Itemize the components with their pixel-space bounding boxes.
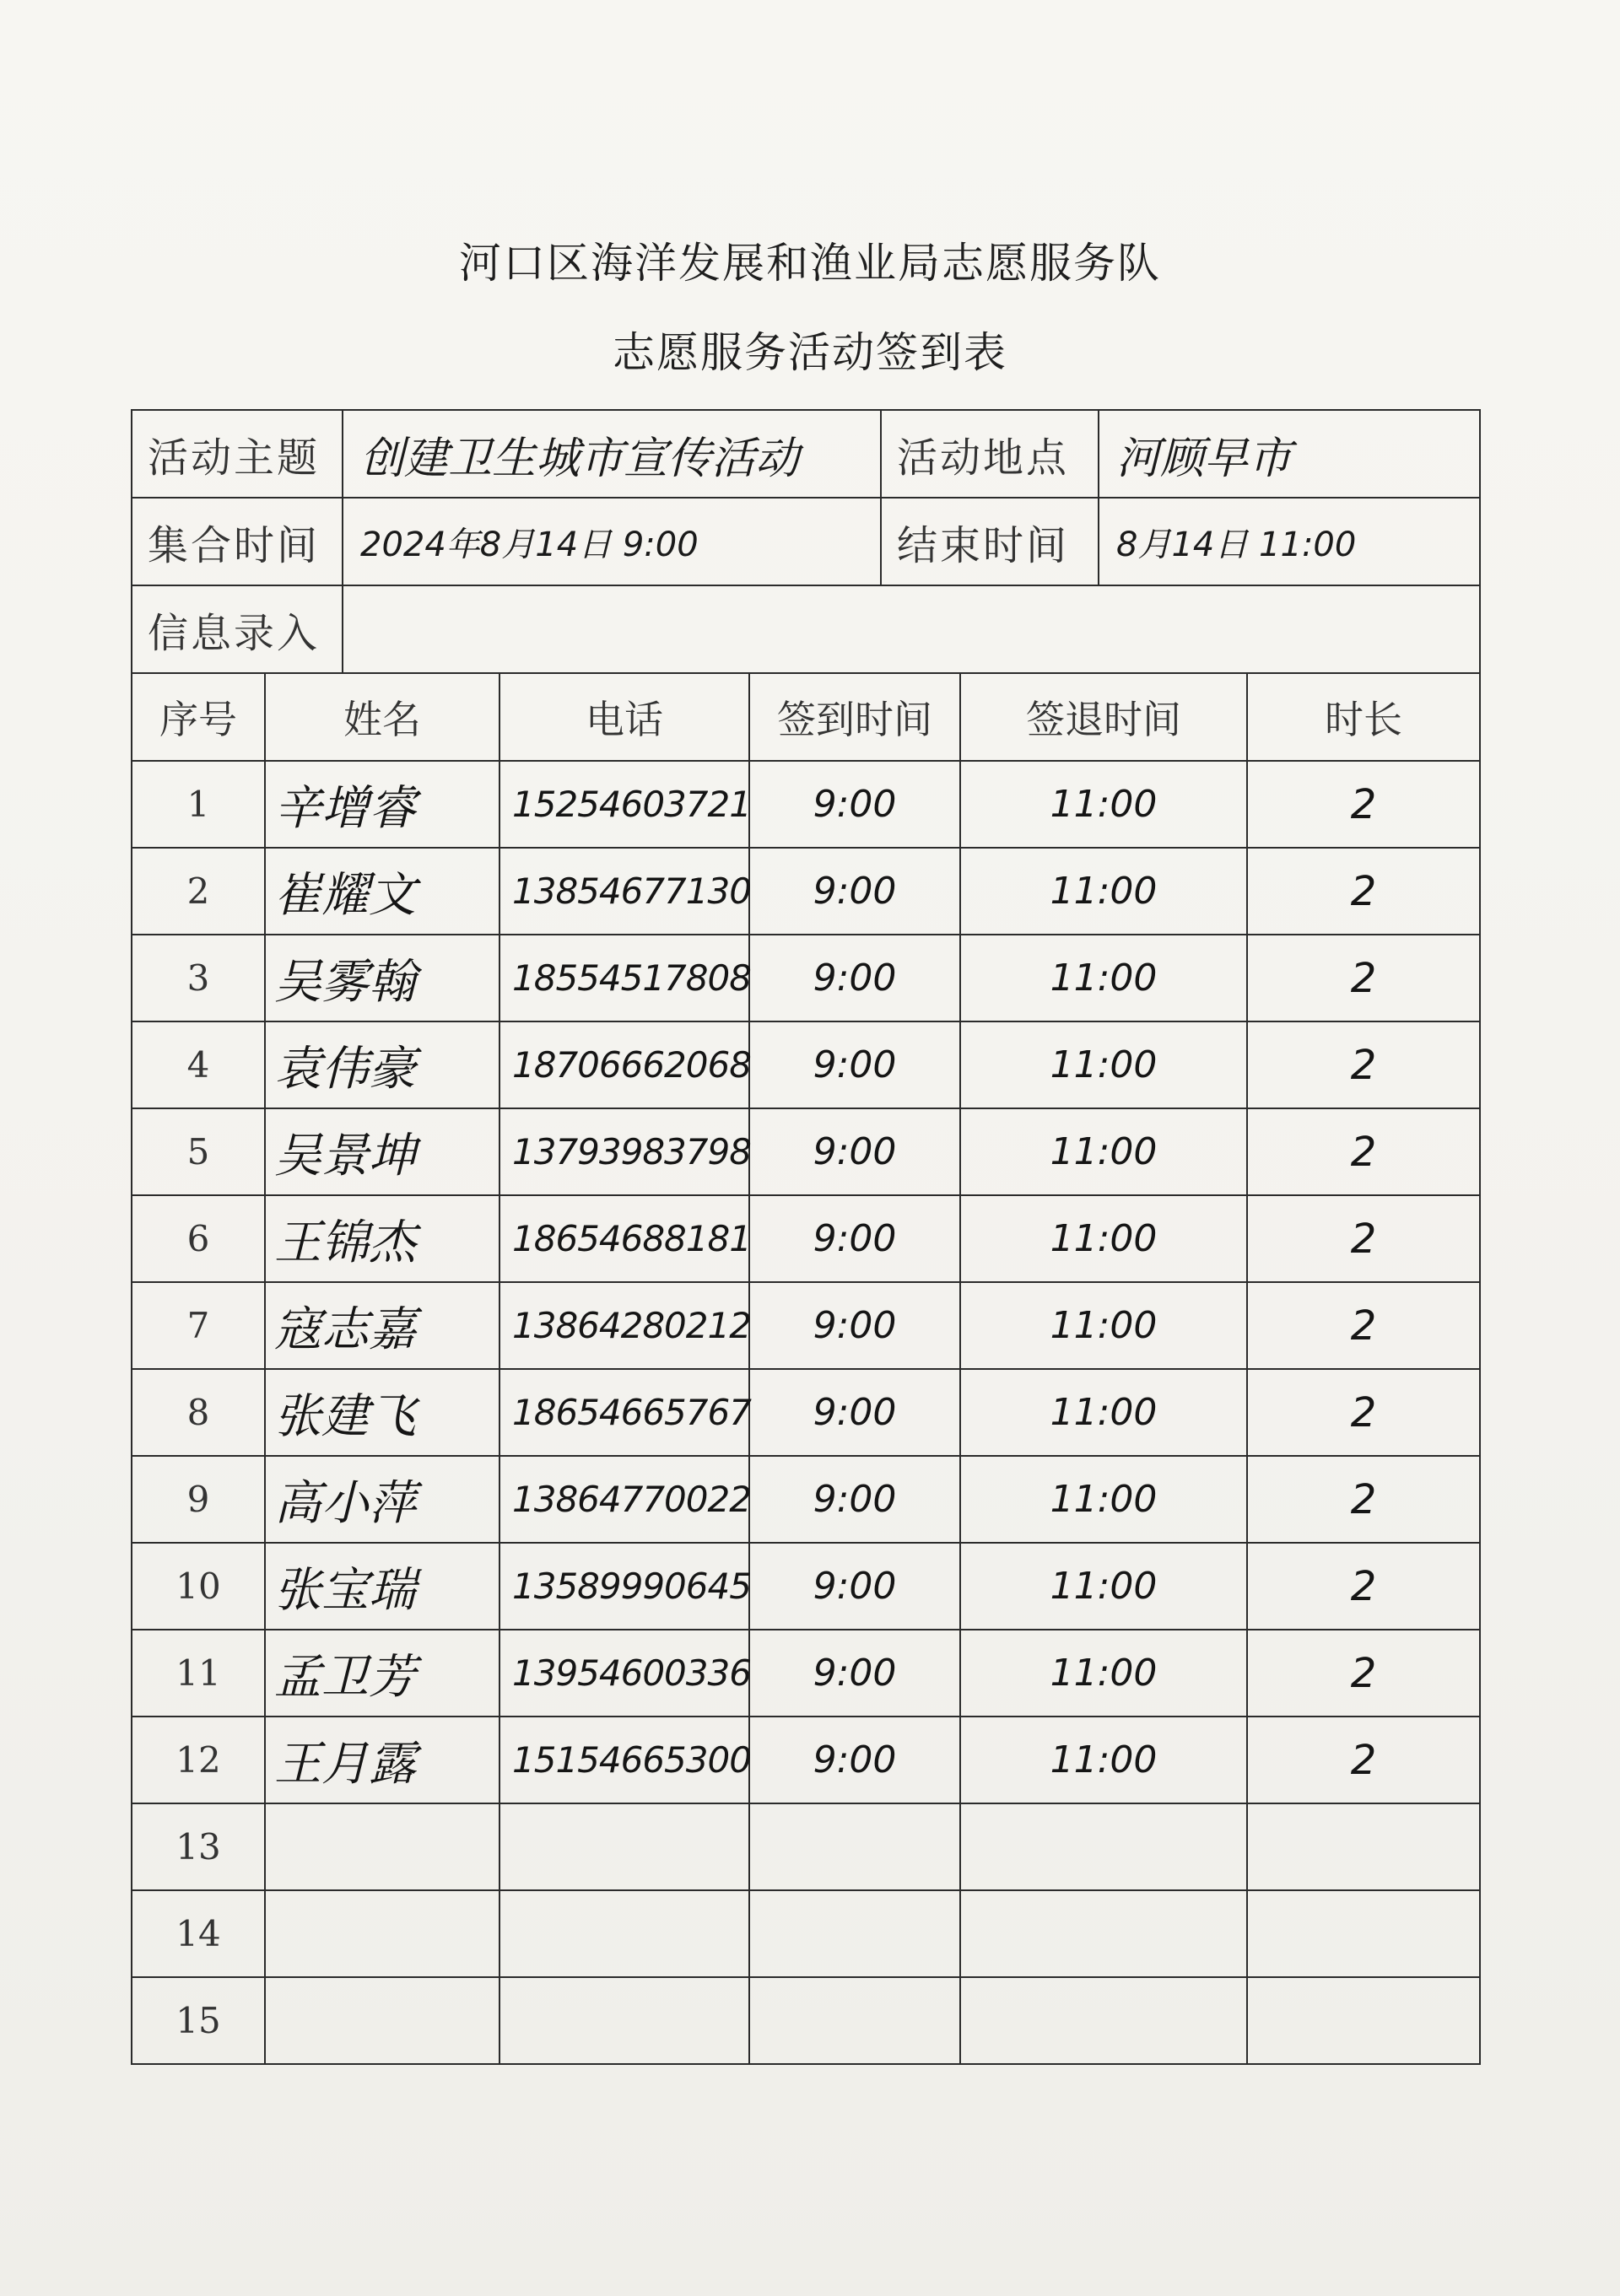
volunteer-name: 崔耀文 <box>265 848 500 935</box>
sign-in-time: 9:00 <box>749 848 960 935</box>
topic-label: 活动主题 <box>132 410 343 498</box>
duration-hours <box>1247 1803 1480 1890</box>
volunteer-name: 张宝瑞 <box>265 1543 500 1630</box>
volunteer-phone <box>500 1803 749 1890</box>
table-row <box>132 761 1480 848</box>
volunteer-phone: 13589990645 <box>500 1543 749 1630</box>
sign-in-time: 9:00 <box>749 1108 960 1195</box>
row-number: 6 <box>132 1195 265 1282</box>
sign-out-time <box>960 1977 1247 2064</box>
volunteer-name: 吴景坤 <box>265 1108 500 1195</box>
volunteer-phone: 18706662068 <box>500 1021 749 1108</box>
table-row <box>132 1630 1480 1717</box>
activity-info-table <box>131 409 1481 674</box>
location-label: 活动地点 <box>881 410 1099 498</box>
sign-in-time <box>749 1803 960 1890</box>
volunteer-name <box>265 1977 500 2064</box>
duration-hours: 2 <box>1247 848 1480 935</box>
sign-out-time: 11:00 <box>960 1543 1247 1630</box>
volunteer-roster-table <box>131 672 1481 2065</box>
sign-out-time: 11:00 <box>960 1108 1247 1195</box>
duration-hours: 2 <box>1247 1108 1480 1195</box>
sign-in-time: 9:00 <box>749 1369 960 1456</box>
sign-in-time: 9:00 <box>749 1543 960 1630</box>
volunteer-phone: 18654665767 <box>500 1369 749 1456</box>
row-number: 5 <box>132 1108 265 1195</box>
table-row <box>132 1803 1480 1890</box>
sign-in-time: 9:00 <box>749 935 960 1021</box>
volunteer-phone: 13854677130 <box>500 848 749 935</box>
duration-hours: 2 <box>1247 1021 1480 1108</box>
volunteer-phone: 13864280212 <box>500 1282 749 1369</box>
header-phone: 电话 <box>500 673 749 761</box>
row-number: 4 <box>132 1021 265 1108</box>
document-title: 河口区海洋发展和渔业局志愿服务队 <box>459 239 1161 288</box>
row-number: 12 <box>132 1717 265 1803</box>
sign-out-time: 11:00 <box>960 935 1247 1021</box>
table-row <box>132 1282 1480 1369</box>
gather-time-label: 集合时间 <box>132 498 343 585</box>
sign-in-time: 9:00 <box>749 1195 960 1282</box>
sign-out-time: 11:00 <box>960 1282 1247 1369</box>
topic-value: 创建卫生城市宣传活动 <box>343 410 881 498</box>
sign-out-time: 11:00 <box>960 1630 1247 1717</box>
sign-out-time: 11:00 <box>960 848 1247 935</box>
volunteer-phone: 18554517808 <box>500 935 749 1021</box>
table-row <box>132 1456 1480 1543</box>
duration-hours: 2 <box>1247 1717 1480 1803</box>
info-entry-label: 信息录入 <box>132 585 343 673</box>
sign-out-time: 11:00 <box>960 1456 1247 1543</box>
duration-hours: 2 <box>1247 1630 1480 1717</box>
header-sign-out-time: 签退时间 <box>960 673 1247 761</box>
volunteer-name: 王锦杰 <box>265 1195 500 1282</box>
info-row-topic <box>132 410 1480 498</box>
document-subtitle: 志愿服务活动签到表 <box>613 328 1007 377</box>
sign-in-time: 9:00 <box>749 1021 960 1108</box>
sign-out-time <box>960 1803 1247 1890</box>
duration-hours: 2 <box>1247 1195 1480 1282</box>
sign-in-time: 9:00 <box>749 1717 960 1803</box>
table-row <box>132 1195 1480 1282</box>
sign-in-time: 9:00 <box>749 1456 960 1543</box>
duration-hours: 2 <box>1247 935 1480 1021</box>
table-row <box>132 1108 1480 1195</box>
volunteer-name <box>265 1890 500 1977</box>
volunteer-name: 辛增睿 <box>265 761 500 848</box>
row-number: 11 <box>132 1630 265 1717</box>
table-row <box>132 1543 1480 1630</box>
header-number: 序号 <box>132 673 265 761</box>
volunteer-name <box>265 1803 500 1890</box>
volunteer-phone <box>500 1977 749 2064</box>
duration-hours <box>1247 1890 1480 1977</box>
sign-in-form <box>131 409 1479 2067</box>
row-number: 7 <box>132 1282 265 1369</box>
duration-hours: 2 <box>1247 1456 1480 1543</box>
end-time-value: 8月14日 11:00 <box>1099 498 1480 585</box>
sign-out-time: 11:00 <box>960 1369 1247 1456</box>
duration-hours <box>1247 1977 1480 2064</box>
volunteer-name: 吴雾翰 <box>265 935 500 1021</box>
info-entry-value <box>343 585 1480 673</box>
volunteer-phone: 13793983798 <box>500 1108 749 1195</box>
sign-out-time: 11:00 <box>960 1195 1247 1282</box>
table-row <box>132 1977 1480 2064</box>
volunteer-phone: 13954600336 <box>500 1630 749 1717</box>
gather-time-value: 2024年8月14日 9:00 <box>343 498 881 585</box>
row-number: 9 <box>132 1456 265 1543</box>
table-row <box>132 848 1480 935</box>
volunteer-phone: 15254603721 <box>500 761 749 848</box>
location-value: 河顾早市 <box>1099 410 1480 498</box>
volunteer-phone <box>500 1890 749 1977</box>
table-row <box>132 1717 1480 1803</box>
volunteer-name: 张建飞 <box>265 1369 500 1456</box>
roster-header-row <box>132 673 1480 761</box>
roster-body <box>132 761 1480 2064</box>
row-number: 1 <box>132 761 265 848</box>
volunteer-name: 孟卫芳 <box>265 1630 500 1717</box>
table-row <box>132 1369 1480 1456</box>
info-row-entry <box>132 585 1480 673</box>
volunteer-name: 袁伟豪 <box>265 1021 500 1108</box>
sign-in-time: 9:00 <box>749 761 960 848</box>
duration-hours: 2 <box>1247 1369 1480 1456</box>
row-number: 8 <box>132 1369 265 1456</box>
table-row <box>132 1021 1480 1108</box>
header-sign-in-time: 签到时间 <box>749 673 960 761</box>
volunteer-phone: 18654688181 <box>500 1195 749 1282</box>
sign-out-time: 11:00 <box>960 1021 1247 1108</box>
duration-hours: 2 <box>1247 1543 1480 1630</box>
header-name: 姓名 <box>265 673 500 761</box>
table-row <box>132 935 1480 1021</box>
sign-out-time: 11:00 <box>960 1717 1247 1803</box>
volunteer-phone: 15154665300 <box>500 1717 749 1803</box>
sign-in-time: 9:00 <box>749 1282 960 1369</box>
header-duration: 时长 <box>1247 673 1480 761</box>
row-number: 2 <box>132 848 265 935</box>
table-row <box>132 1890 1480 1977</box>
row-number: 14 <box>132 1890 265 1977</box>
row-number: 15 <box>132 1977 265 2064</box>
duration-hours: 2 <box>1247 761 1480 848</box>
sign-out-time: 11:00 <box>960 761 1247 848</box>
sign-in-time <box>749 1890 960 1977</box>
info-row-time <box>132 498 1480 585</box>
sign-out-time <box>960 1890 1247 1977</box>
row-number: 13 <box>132 1803 265 1890</box>
sign-in-time <box>749 1977 960 2064</box>
row-number: 10 <box>132 1543 265 1630</box>
row-number: 3 <box>132 935 265 1021</box>
volunteer-phone: 13864770022 <box>500 1456 749 1543</box>
volunteer-name: 寇志嘉 <box>265 1282 500 1369</box>
end-time-label: 结束时间 <box>881 498 1099 585</box>
volunteer-name: 高小萍 <box>265 1456 500 1543</box>
volunteer-name: 王月露 <box>265 1717 500 1803</box>
duration-hours: 2 <box>1247 1282 1480 1369</box>
sign-in-time: 9:00 <box>749 1630 960 1717</box>
